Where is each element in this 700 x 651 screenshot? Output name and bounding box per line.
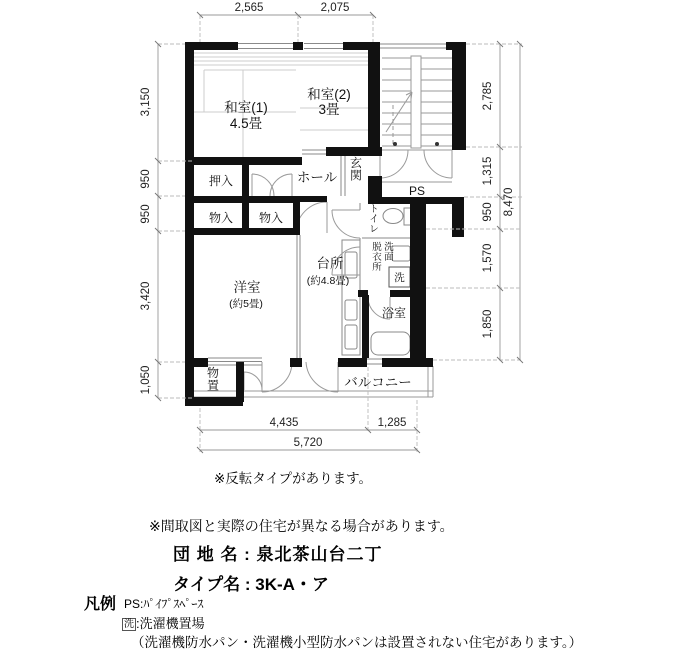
balcony-door-west [262, 362, 292, 392]
dim-left-3: 950 [140, 204, 152, 224]
interior-lines [194, 53, 368, 157]
washitsu1-size: 4.5畳 [229, 116, 263, 131]
washitsu2-label: 和室(2) [307, 87, 351, 102]
legend-ps-entry: PS:ﾊﾟｲﾌﾟｽﾍﾟｰｽ [124, 597, 204, 611]
washitsu1-label: 和室(1) [224, 100, 268, 115]
toilet-bowl [383, 209, 403, 224]
dim-bottom-total: 5,720 [293, 437, 323, 449]
dim-left-2: 950 [140, 169, 152, 189]
reverse-type-note: ※反転タイプがあります。 [214, 471, 373, 486]
dim-left-4: 3,420 [140, 281, 152, 311]
dim-right-1: 2,785 [482, 81, 494, 111]
dim-left-1: 3,150 [140, 87, 152, 117]
type-name: タイプ名 : 3K-A・ア [173, 575, 329, 594]
entry-door-left [380, 150, 408, 178]
difference-note: ※間取図と実際の住宅が異なる場合があります。 [149, 518, 454, 534]
oshiire-label: 押入 [208, 174, 234, 188]
washitsu2-size: 3畳 [318, 102, 340, 117]
staircase [380, 56, 452, 182]
entry-door-right [424, 150, 452, 178]
legend-washer-entry [122, 613, 205, 632]
monoiri1-label: 物入 [208, 211, 234, 225]
estate-name: 団 地 名 : 泉北茶山台二丁 [173, 545, 383, 564]
monoiri2-label: 物入 [258, 211, 284, 225]
dim-top-2: 2,075 [320, 2, 350, 14]
dim-bottom-2: 1,285 [377, 417, 407, 429]
dim-left-5: 1,050 [140, 365, 152, 395]
yoshitsu-size: (約5畳) [229, 298, 263, 310]
dim-right-3: 950 [482, 202, 494, 222]
washer-icon: 洗 [124, 619, 134, 630]
dim-bottom-1: 4,435 [269, 417, 299, 429]
legend-washer-text: :洗濯機置場 [136, 616, 205, 631]
bath-label: 浴室 [381, 306, 407, 320]
kitchen-size: (約4.8畳) [306, 275, 350, 287]
dim-right-2: 1,315 [482, 156, 494, 186]
bathtub [371, 332, 410, 355]
kitchen-label: 台所 [316, 256, 344, 271]
legend-caution: （洗濯機防水パン・洗濯機小型防水パンは設置されない住宅があります。） [131, 635, 583, 650]
toilet-door [332, 210, 360, 238]
toilet-label: トイレ [369, 204, 379, 235]
genkan-label: 玄関 [349, 156, 363, 183]
wash-basin [392, 246, 410, 261]
dim-right-total: 8,470 [503, 187, 515, 217]
yoshitsu-label: 洋室 [233, 280, 261, 295]
legend-title: 凡例 [84, 596, 117, 613]
hall-label: ホール [296, 170, 338, 185]
dim-right-4: 1,570 [482, 243, 494, 273]
dim-right-5: 1,850 [482, 309, 494, 339]
monooki-label: 物置 [206, 366, 220, 393]
washer-space-label: 洗 [394, 272, 405, 284]
balcony-door-kitchen [306, 362, 338, 392]
storage-door [244, 372, 262, 390]
datsuijo-label: 脱衣所 [372, 242, 382, 273]
dim-top-1: 2,565 [234, 2, 264, 14]
senmen-label: 洗面 [384, 242, 394, 263]
balcony-label: バルコニー [344, 375, 412, 390]
kitchen-door [296, 202, 327, 233]
ps-label: PS [408, 184, 426, 198]
